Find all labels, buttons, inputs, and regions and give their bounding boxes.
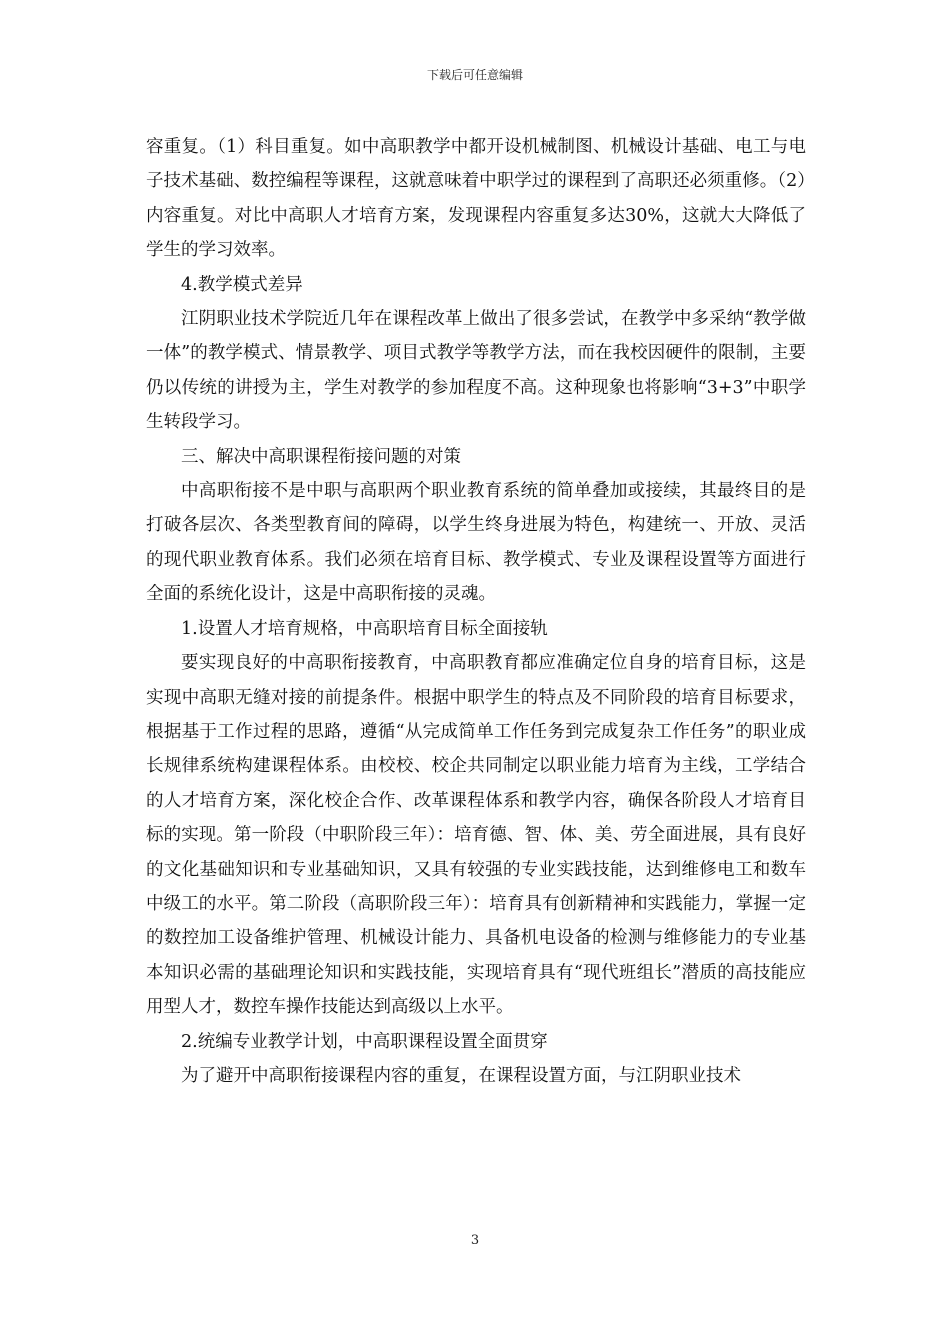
paragraph: 为了避开中高职衔接课程内容的重复，在课程设置方面，与江阴职业技术 (181, 1065, 741, 1086)
page-number: 3 (470, 1233, 480, 1248)
page-header-note: 下载后可任意编辑 (426, 68, 523, 82)
section-heading: 4.教学模式差异 (181, 274, 303, 295)
section-heading: 三、解决中高职课程衔接问题的对策 (181, 446, 461, 467)
paragraph: 中高职衔接不是中职与高职两个职业教育系统的简单叠加或接续，其最终目的是打破各层次、各类型教育间的障碍，以学生终身进展为特色，构建统一、开放、灵活的现代职业教育体系。我们必须在培育目标、教学模式、专业及课程设置等方面进行全面的系统化设计，这是中高职衔接的灵魂。 (146, 481, 806, 605)
section-heading: 2.统编专业教学计划，中高职课程设置全面贯穿 (181, 1031, 548, 1052)
section-heading: 1.设置人才培育规格，中高职培育目标全面接轨 (181, 618, 548, 639)
document-body (146, 130, 806, 1093)
paragraph: 容重复。（1）科目重复。如中高职教学中都开设机械制图、机械设计基础、电工与电子技术基础、数控编程等课程，这就意味着中职学过的课程到了高职还必须重修。（2）内容重复。对比中高职人才培育方案，发现课程内容重复多达30%，这就大大降低了学生的学习效率。 (146, 137, 806, 261)
paragraph: 江阴职业技术学院近几年在课程改革上做出了很多尝试，在教学中多采纳“教学做一体”的教学模式、情景教学、项目式教学等教学方法，而在我校因硬件的限制，主要仍以传统的讲授为主，学生对教学的参加程度不高。这种现象也将影响“3+3”中职学生转段学习。 (146, 309, 806, 433)
paragraph: 要实现良好的中高职衔接教育，中高职教育都应准确定位自身的培育目标，这是实现中高职无缝对接的前提条件。根据中职学生的特点及不同阶段的培育目标要求，根据基于工作过程的思路，遵循“从完成简单工作任务到完成复杂工作任务”的职业成长规律系统构建课程体系。由校校、校企共同制定以职业能力培育为主线，工学结合的人才培育方案，深化校企合作、改革课程体系和教学内容，确保各阶段人才培育目标的实现。第一阶段（中职阶段三年）：培育德、智、体、美、劳全面进展，具有良好的文化基础知识和专业基础知识，又具有较强的专业实践技能，达到维修电工和数车中级工的水平。第二阶段（高职阶段三年）：培育具有创新精神和实践能力，掌握一定的数控加工设备维护管理、机械设计能力、具备机电设备的检测与维修能力的专业基本知识必需的基础理论知识和实践技能，实现培育具有“现代班组长”潜质的高技能应用型人才，数控车操作技能达到高级以上水平。 (146, 653, 806, 1018)
